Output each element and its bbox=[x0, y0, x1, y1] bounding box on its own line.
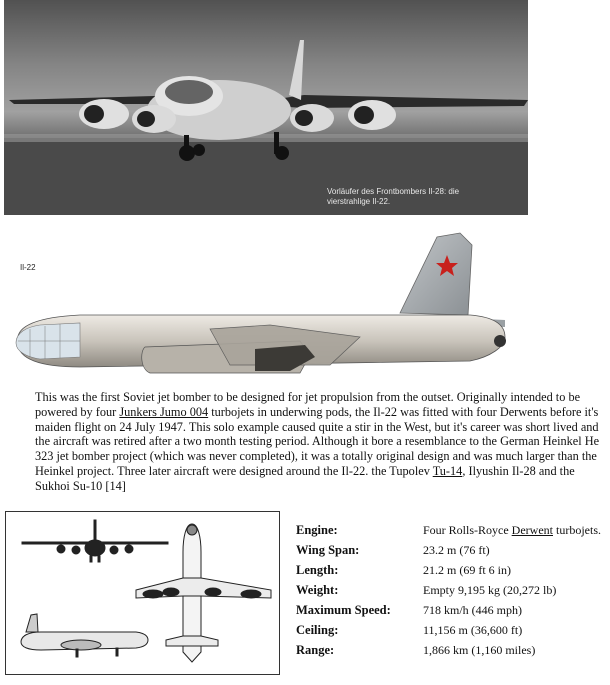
spec-label: Weight: bbox=[296, 583, 339, 597]
spec-row bbox=[296, 543, 606, 563]
spec-row bbox=[296, 563, 606, 583]
spec-label: Ceiling: bbox=[296, 623, 339, 637]
top-view bbox=[136, 524, 271, 662]
spec-row bbox=[296, 603, 606, 623]
description-text: , Ilyushin Il-28 and the Sukhoi Su-10 [14] bbox=[35, 463, 575, 493]
photo-caption-line: vierstrahlige Il-22. bbox=[327, 197, 391, 206]
spec-label: Maximum Speed: bbox=[296, 603, 391, 617]
aircraft-photo-drawing bbox=[4, 0, 528, 215]
spec-label: Engine: bbox=[296, 523, 338, 537]
tu-14-link[interactable]: Tu-14 bbox=[432, 463, 463, 478]
spec-label: Length: bbox=[296, 563, 339, 577]
spec-label: Range: bbox=[296, 643, 335, 657]
description-paragraph bbox=[35, 390, 600, 494]
spec-value: 718 km/h (446 mph) bbox=[423, 603, 522, 617]
spec-value-text: turbojets. bbox=[553, 523, 601, 537]
photo-caption bbox=[327, 187, 527, 207]
side-view bbox=[21, 614, 148, 657]
spec-row bbox=[296, 643, 606, 663]
spec-value: Empty 9,195 kg (20,272 lb) bbox=[423, 583, 557, 597]
profile-label: Il-22 bbox=[20, 263, 36, 272]
spec-value: 1,866 km (1,160 miles) bbox=[423, 643, 536, 657]
photo-caption-line: Vorläufer des Frontbombers Il-28: die bbox=[327, 187, 460, 196]
spec-label: Wing Span: bbox=[296, 543, 360, 557]
three-view-drawing bbox=[6, 512, 279, 674]
aircraft-photo bbox=[4, 0, 528, 215]
derwent-link[interactable]: Derwent bbox=[511, 523, 553, 537]
spec-row bbox=[296, 583, 606, 603]
spec-value bbox=[423, 523, 601, 538]
junkers-jumo-link[interactable]: Junkers Jumo 004 bbox=[119, 404, 209, 419]
spec-row bbox=[296, 523, 606, 543]
aircraft-side-profile bbox=[0, 225, 610, 390]
spec-value-text: Four Rolls-Royce bbox=[423, 523, 512, 537]
spec-row bbox=[296, 623, 606, 643]
spec-value: 23.2 m (76 ft) bbox=[423, 543, 490, 557]
description-text: This was the first Soviet jet bomber to be designed for jet propulsion from the outset. Originally intended to be powered by four bbox=[35, 390, 581, 419]
specs-table bbox=[296, 523, 606, 663]
side-profile-drawing bbox=[0, 225, 610, 390]
spec-value: 21.2 m (69 ft 6 in) bbox=[423, 563, 511, 577]
three-view-diagram bbox=[5, 511, 280, 675]
description-text: turbojets in underwing pods, the Il-22 was fitted with four Derwents before it's maiden flight on 24 July 1947. This solo example caused quite a stir in the West, but it's career was short lived and the aircraft was retired after a two month testing period. Although it bore a resemblance to the German Heinkel He 323 jet bomber project (which was never completed), it was a totally original design and was much larger than the Heinkel project. Three later aircraft were designed around the Il-22. the Tupolev bbox=[35, 404, 600, 478]
front-view bbox=[22, 520, 168, 562]
spec-value: 11,156 m (36,600 ft) bbox=[423, 623, 523, 637]
